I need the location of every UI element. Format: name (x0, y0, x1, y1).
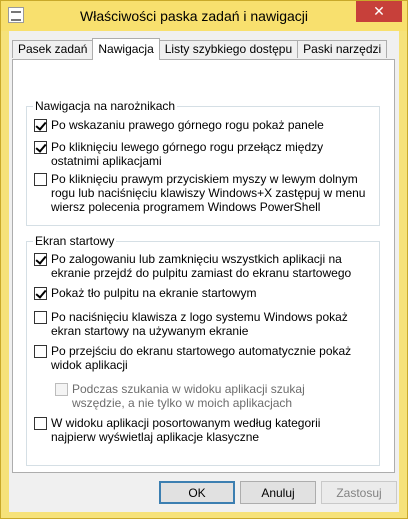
option-desktop-background[interactable] (34, 286, 364, 300)
checkbox-disabled-icon[interactable] (55, 383, 68, 396)
tab-navigation[interactable]: Nawigacja (92, 38, 159, 60)
option-show-apps-view[interactable] (34, 344, 364, 372)
option-switch-apps[interactable] (34, 140, 364, 168)
dialog-client (9, 31, 399, 512)
checkbox-unchecked-icon[interactable] (34, 311, 47, 324)
option-label: Po wskazaniu prawego górnego rogu pokaż panele (51, 118, 324, 132)
checkbox-unchecked-icon[interactable] (34, 173, 47, 186)
checkbox-checked-icon[interactable] (34, 253, 47, 266)
checkbox-checked-icon[interactable] (34, 119, 47, 132)
dialog-buttons (9, 481, 399, 505)
option-label: Po naciśnięciu klawisza z logo systemu Windows pokaż ekran startowy na używanym ekranie (51, 310, 348, 338)
option-label: Po kliknięciu lewego górnego rogu przełącz między ostatnimi aplikacjami (51, 140, 324, 168)
option-label: Po przejściu do ekranu startowego automatycznie pokaż widok aplikacji (51, 344, 352, 372)
cancel-button[interactable]: Anuluj (240, 481, 316, 504)
ok-button[interactable]: OK (159, 481, 235, 504)
option-desktop-apps-first[interactable] (34, 416, 364, 444)
taskbar-properties-icon (8, 7, 24, 23)
checkbox-unchecked-icon[interactable] (34, 345, 47, 358)
option-powershell[interactable] (34, 172, 374, 214)
title-bar[interactable] (1, 1, 407, 31)
tab-strip (12, 38, 386, 60)
option-label: Po zalogowaniu lub zamknięciu wszystkich aplikacji na ekranie przejdź do pulpitu zamiast do ekranu startowego (51, 252, 352, 280)
option-label: W widoku aplikacji posortowanym według kategorii najpierw wyświetlaj aplikacje klasyczne (51, 416, 321, 444)
option-desktop-on-signin[interactable] (34, 252, 369, 280)
corner-navigation-legend: Nawigacja na narożnikach (35, 99, 176, 113)
checkbox-checked-icon[interactable] (34, 141, 47, 154)
checkbox-checked-icon[interactable] (34, 287, 47, 300)
close-button[interactable]: ✕ (356, 1, 402, 22)
tab-jump-lists[interactable]: Listy szybkiego dostępu (159, 40, 298, 58)
tab-toolbars[interactable]: Paski narzędzi (297, 40, 387, 58)
option-start-on-current-display[interactable] (34, 310, 364, 338)
option-search-everywhere[interactable] (55, 382, 355, 410)
option-label: Podczas szukania w widoku aplikacji szukaj wszędzie, a nie tylko w moich aplikacjach (72, 382, 305, 410)
navigation-tab-panel (12, 59, 395, 473)
checkbox-unchecked-icon[interactable] (34, 417, 47, 430)
start-screen-legend: Ekran startowy (35, 234, 115, 248)
apply-button[interactable]: Zastosuj (321, 481, 397, 504)
window-title: Właściwości paska zadań i nawigacji (80, 8, 308, 24)
tab-taskbar[interactable]: Pasek zadań (12, 40, 93, 58)
option-label: Po kliknięciu prawym przyciskiem myszy w lewym dolnym rogu lub naciśnięciu klawiszy Windows+X zastępuj w menu wiersz polecenia programem Windows PowerShell (51, 172, 366, 214)
option-show-charms[interactable] (34, 118, 374, 132)
option-label: Pokaż tło pulpitu na ekranie startowym (51, 286, 257, 300)
